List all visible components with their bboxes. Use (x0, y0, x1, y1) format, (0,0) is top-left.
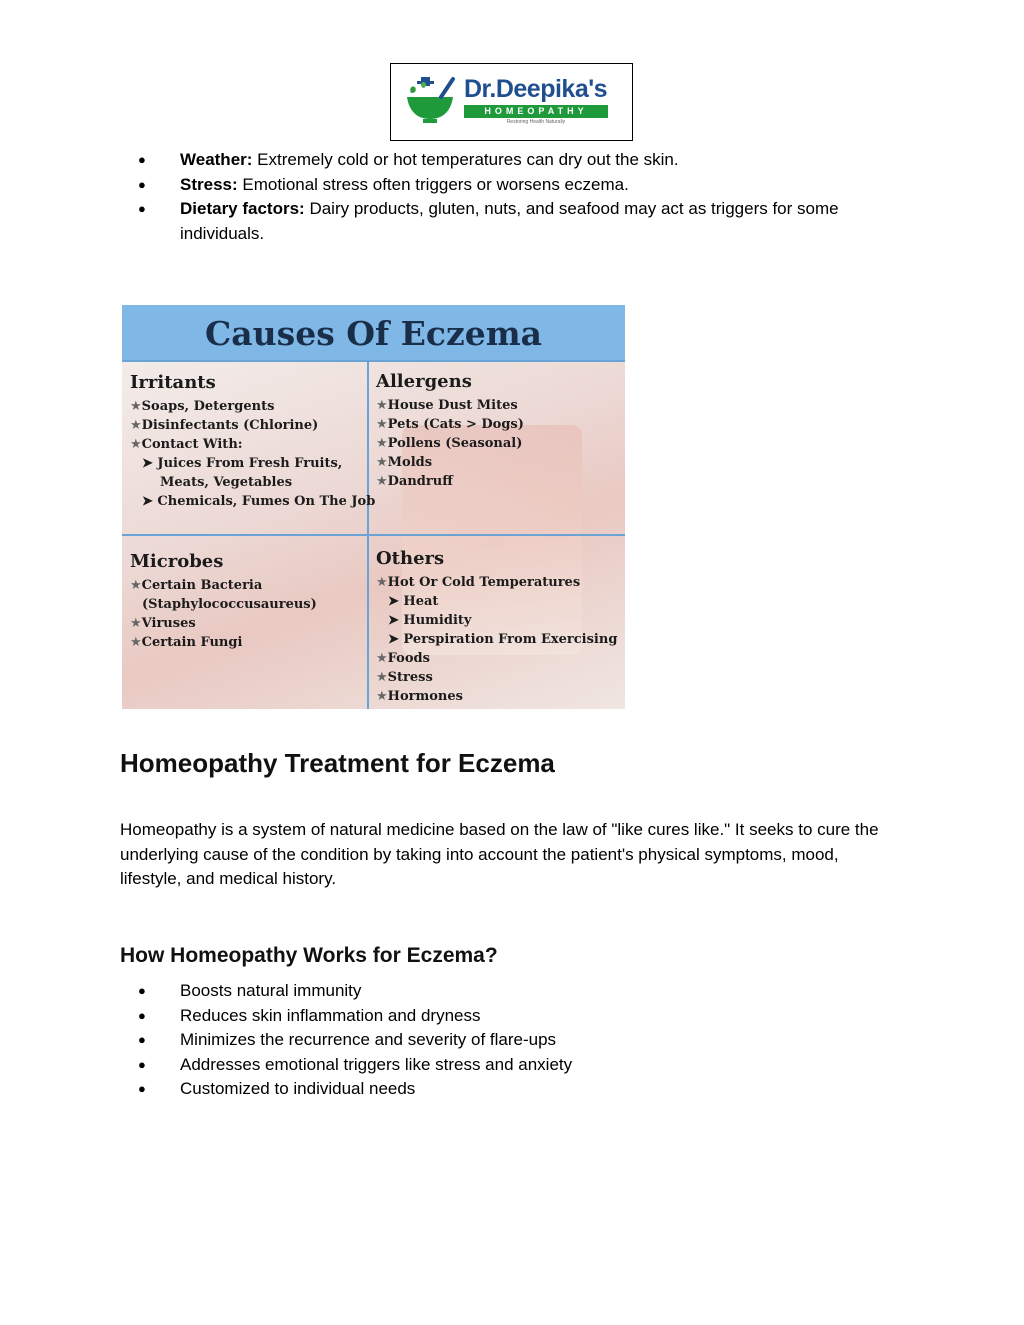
term-text: Extremely cold or hot temperatures can dry out the skin. (252, 150, 679, 169)
list-item: ★Soaps, Detergents (130, 399, 275, 414)
list-item: ★Stress (376, 670, 433, 685)
list-item: ➤ Perspiration From Exercising (388, 632, 618, 647)
arrow-icon: ➤ (142, 456, 158, 471)
list-item: ➤ Heat (388, 594, 439, 609)
logo (390, 63, 633, 141)
list-item: ● Addresses emotional triggers like stress and anxiety (120, 1053, 910, 1078)
star-icon: ★ (376, 455, 388, 470)
list-item: ➤ Chemicals, Fumes On The Job (142, 494, 376, 509)
star-icon: ★ (130, 399, 142, 414)
list-item (120, 197, 910, 246)
star-icon: ★ (130, 616, 142, 631)
star-icon: ★ (376, 689, 388, 704)
allergens-quadrant (376, 371, 524, 491)
bullet-icon: ● (138, 1056, 146, 1072)
list-item (120, 148, 910, 173)
list-item: ★Hormones (376, 689, 463, 704)
bullet-icon: ● (138, 1007, 146, 1023)
list-item: ★Foods (376, 651, 430, 666)
quadrant-heading: Others (376, 548, 445, 569)
star-icon: ★ (130, 578, 142, 593)
section-title: Homeopathy Treatment for Eczema (120, 748, 555, 778)
list-item: Meats, Vegetables (160, 475, 293, 490)
arrow-icon: ➤ (388, 613, 404, 628)
term: Dietary factors: (180, 199, 305, 218)
logo-bar: HOMEOPATHY (464, 105, 608, 118)
quadrant-heading: Microbes (130, 551, 224, 572)
arrow-icon: ➤ (388, 594, 404, 609)
list-item: ● Reduces skin inflammation and dryness (120, 1004, 910, 1029)
others-quadrant (376, 548, 617, 706)
list-item: ★Pets (Cats > Dogs) (376, 417, 524, 432)
star-icon: ★ (376, 398, 388, 413)
bullet-icon: ● (138, 152, 146, 167)
star-icon: ★ (376, 651, 388, 666)
list-item: ➤ Juices From Fresh Fruits, (142, 456, 343, 471)
benefits-list (120, 979, 910, 1102)
arrow-icon: ➤ (388, 632, 404, 647)
image-title: Causes Of Eczema (122, 305, 625, 362)
list-item: ★Hot Or Cold Temperatures (376, 575, 581, 590)
list-item: ★Viruses (130, 616, 196, 631)
bullet-icon: ● (138, 1081, 146, 1096)
star-icon: ★ (130, 635, 142, 650)
star-icon: ★ (130, 437, 142, 452)
star-icon: ★ (376, 670, 388, 685)
list-item: ★Contact With: (130, 437, 243, 452)
triggers-list (120, 148, 910, 246)
causes-of-eczema-image (122, 305, 625, 709)
divider (122, 534, 625, 536)
star-icon: ★ (130, 418, 142, 433)
section-subtitle: How Homeopathy Works for Eczema? (120, 944, 498, 967)
irritants-quadrant (130, 372, 375, 511)
logo-tagline: Restoring Health Naturally (506, 119, 566, 125)
list-item: ● Customized to individual needs (120, 1077, 910, 1102)
list-item: ➤ Humidity (388, 613, 472, 628)
star-icon: ★ (376, 417, 388, 432)
term-text: Emotional stress often triggers or worsens eczema. (237, 174, 629, 194)
microbes-quadrant (130, 551, 317, 652)
mortar-pestle-icon (401, 73, 461, 133)
quadrant-heading: Irritants (130, 372, 216, 393)
logo-brand: Dr.Deepika's (464, 75, 608, 103)
list-item: ★Certain Bacteria (130, 578, 263, 593)
list-item: ● Boosts natural immunity (120, 979, 910, 1004)
star-icon: ★ (376, 436, 388, 451)
term: Weather: (180, 150, 253, 169)
term-text: Dairy products, gluten, nuts, and seafood may act as triggers for some individuals. (180, 199, 839, 243)
bullet-icon: ● (138, 983, 146, 998)
bullet-icon: ● (138, 1032, 146, 1047)
list-item: ★Molds (376, 455, 433, 470)
section-paragraph: Homeopathy is a system of natural medicine based on the law of "like cures like." It seeks to cure the underlying cause of the condition by taking into account the patient's physical symptoms, mood, lifestyle, and medical history. (120, 820, 879, 888)
bullet-icon: ● (138, 201, 146, 216)
star-icon: ★ (376, 474, 388, 489)
list-item: ★Dandruff (376, 474, 453, 489)
list-item: ★House Dust Mites (376, 398, 518, 413)
star-icon: ★ (376, 575, 388, 590)
list-item: (Staphylococcusaureus) (142, 597, 317, 612)
list-item: ● Minimizes the recurrence and severity of flare-ups (120, 1028, 910, 1053)
arrow-icon: ➤ (142, 494, 158, 509)
list-item: ★Disinfectants (Chlorine) (130, 418, 319, 433)
bullet-icon: ● (138, 176, 146, 192)
term: Stress: (180, 174, 238, 194)
list-item: ★Certain Fungi (130, 635, 243, 650)
list-item: ★Pollens (Seasonal) (376, 436, 523, 451)
list-item (120, 173, 910, 198)
quadrant-heading: Allergens (376, 371, 472, 392)
